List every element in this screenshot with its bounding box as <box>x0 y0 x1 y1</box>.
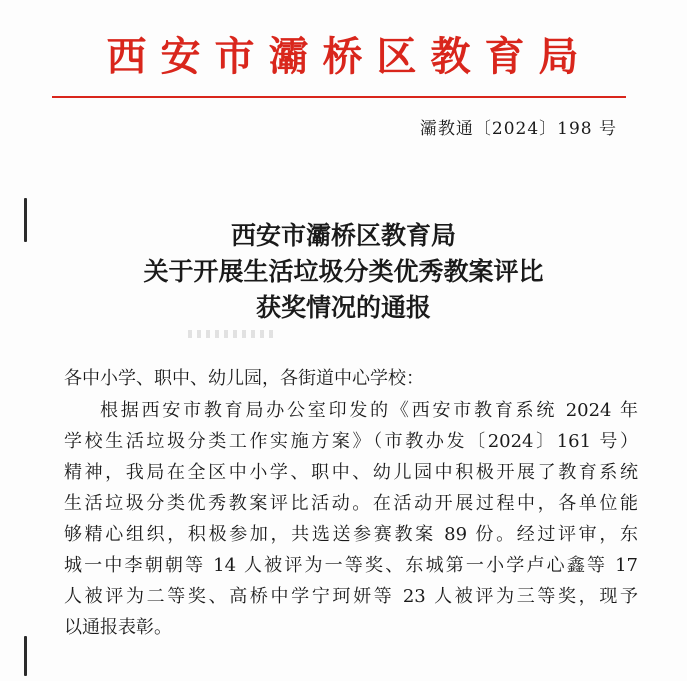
body-line: 生活垃圾分类优秀教案评比活动。在活动开展过程中，各单位能 <box>64 493 638 514</box>
body-paragraph <box>64 395 638 643</box>
body-line: 精神，我局在全区中小学、职中、幼儿园中积极开展了教育系统 <box>64 462 638 483</box>
body-line: 以通报表彰。 <box>64 617 172 638</box>
body-line: 学校生活垃圾分类工作实施方案》（市教办发〔2024〕161 号） <box>64 431 638 452</box>
issuing-organization-header: 西安市灞桥区教育局 <box>106 33 593 80</box>
title-line: 获奖情况的通报 <box>255 293 431 322</box>
scan-smudge <box>188 330 278 338</box>
body-line: 人被评为二等奖、高桥中学宁珂妍等 23 人被评为三等奖，现予 <box>64 586 638 607</box>
binding-mark-bottom <box>24 636 27 676</box>
document-title <box>0 218 687 326</box>
title-line: 西安市灞桥区教育局 <box>230 221 456 250</box>
red-divider-line <box>52 96 626 98</box>
document-number: 灞教通〔2024〕198 号 <box>419 119 617 139</box>
body-line: 城一中李朝朝等 14 人被评为一等奖、东城第一小学卢心鑫等 17 <box>64 555 638 576</box>
body-line: 根据西安市教育局办公室印发的《西安市教育系统 2024 年 <box>100 400 638 421</box>
title-line: 关于开展生活垃圾分类优秀教案评比 <box>143 257 544 286</box>
salutation: 各中小学、职中、幼儿园，各街道中心学校： <box>64 368 424 389</box>
body-line: 够精心组织，积极参加，共选送参赛教案 89 份。经过评审，东 <box>64 524 638 545</box>
